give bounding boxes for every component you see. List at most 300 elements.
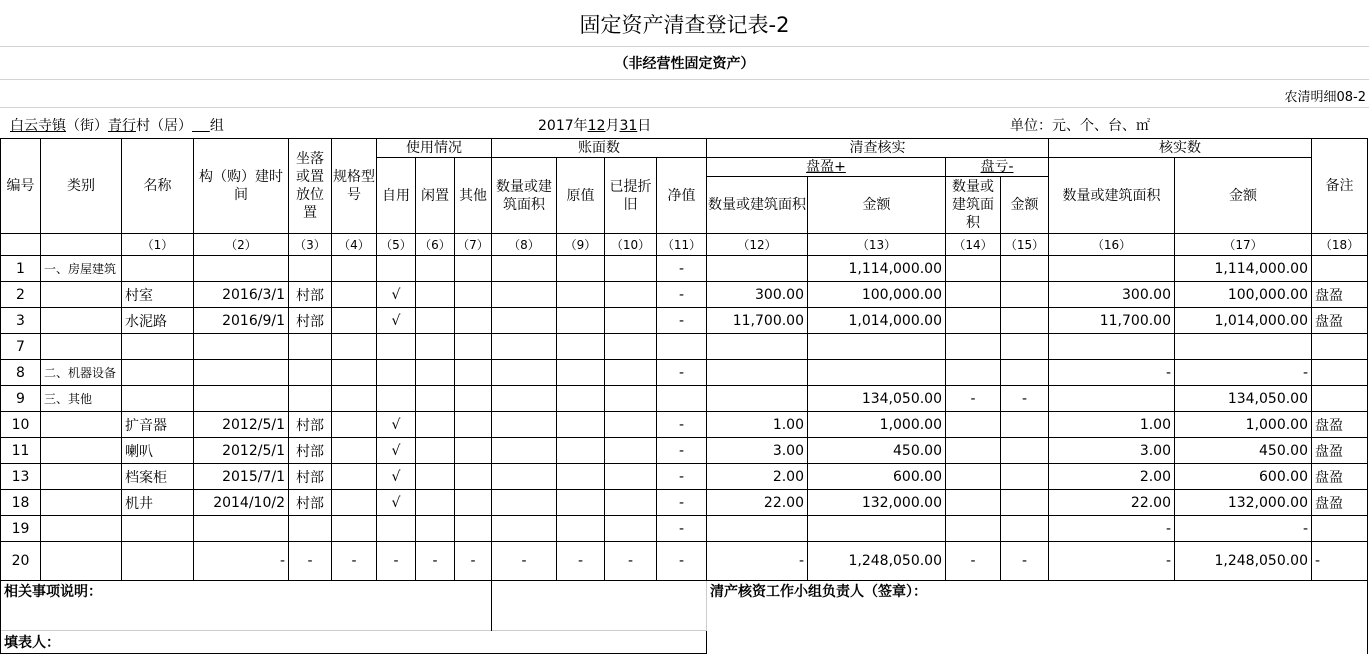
row-remark-cell	[1312, 360, 1368, 386]
row-ver-qty-cell: -	[1049, 516, 1175, 542]
row-build-time-cell	[194, 334, 289, 360]
col-header-check: 清查核实	[707, 139, 1049, 158]
col-header-no: 编号	[1, 139, 41, 234]
row-net-cell: -	[657, 516, 707, 542]
column-number-cell: （7）	[455, 234, 492, 256]
surplus-label: 盘盈+	[806, 159, 846, 175]
row-spec-cell	[332, 308, 377, 334]
row-other-cell	[455, 256, 492, 282]
report-day: 31	[619, 118, 638, 134]
row-original-cell	[557, 490, 605, 516]
row-other-cell	[455, 464, 492, 490]
row-ver-qty-cell	[1049, 334, 1175, 360]
column-number-row	[1, 234, 1368, 256]
row-self-use-cell	[377, 360, 416, 386]
row-self-use-cell: √	[377, 308, 416, 334]
row-spec-cell	[332, 438, 377, 464]
row-book-qty-cell	[492, 412, 557, 438]
col-header-usage: 使用情况	[377, 139, 492, 158]
row-surplus-amt-cell	[808, 360, 946, 386]
table-row	[1, 256, 1368, 282]
row-self-use-cell: √	[377, 412, 416, 438]
column-number-cell: （8）	[492, 234, 557, 256]
row-net-cell	[657, 386, 707, 412]
row-net-cell: -	[657, 438, 707, 464]
col-header-book-qty: 数量或建筑面积	[492, 158, 557, 234]
row-name-cell: 水泥路	[122, 308, 194, 334]
filler-cell	[1, 631, 707, 654]
row-other-cell	[455, 282, 492, 308]
table-row	[1, 464, 1368, 490]
table-row	[1, 438, 1368, 464]
row-spec-cell	[332, 490, 377, 516]
row-location-cell	[289, 386, 332, 412]
row-book-qty-cell	[492, 490, 557, 516]
row-ver-amt-cell: 1,014,000.00	[1175, 308, 1312, 334]
row-net-cell: -	[657, 490, 707, 516]
row-depreciation-cell	[605, 256, 657, 282]
row-net-cell	[657, 334, 707, 360]
row-loss-qty-cell	[946, 490, 1001, 516]
row-name-cell: 村室	[122, 282, 194, 308]
row-remark-cell: 盘盈	[1312, 308, 1368, 334]
column-number-cell: （5）	[377, 234, 416, 256]
row-spec-cell: -	[332, 542, 377, 581]
column-number-cell: （9）	[557, 234, 605, 256]
col-header-surplus	[707, 158, 946, 177]
col-header-book: 账面数	[492, 139, 707, 158]
row-surplus-amt-cell: 1,000.00	[808, 412, 946, 438]
column-number-cell: （16）	[1049, 234, 1175, 256]
row-idle-cell	[416, 282, 455, 308]
row-build-time-cell	[194, 256, 289, 282]
row-build-time-cell: 2012/5/1	[194, 438, 289, 464]
row-book-qty-cell	[492, 360, 557, 386]
row-loss-qty-cell	[946, 360, 1001, 386]
row-loss-amt-cell	[1001, 438, 1049, 464]
row-name-cell	[122, 516, 194, 542]
row-loss-qty-cell	[946, 334, 1001, 360]
town-suffix: （街）	[66, 118, 108, 134]
unit-label: 单位：元、个、台、㎡	[1010, 118, 1150, 134]
row-location-cell	[289, 360, 332, 386]
row-build-time-cell: 2012/5/1	[194, 412, 289, 438]
row-ver-qty-cell	[1049, 386, 1175, 412]
row-build-time-cell	[194, 516, 289, 542]
row-category-cell	[41, 412, 122, 438]
column-number-cell: （17）	[1175, 234, 1312, 256]
row-remark-cell: 盘盈	[1312, 438, 1368, 464]
row-no-cell: 7	[1, 334, 41, 360]
form-code: 农清明细08-2	[1284, 90, 1366, 105]
row-other-cell	[455, 516, 492, 542]
col-header-other: 其他	[455, 158, 492, 234]
village-name: 青行	[108, 118, 136, 134]
row-depreciation-cell	[605, 386, 657, 412]
row-idle-cell	[416, 334, 455, 360]
row-category-cell	[41, 334, 122, 360]
notes-label: 相关事项说明：	[4, 584, 102, 600]
col-header-loss	[946, 158, 1049, 177]
day-suffix: 日	[637, 118, 652, 134]
row-surplus-qty-cell	[707, 516, 808, 542]
row-original-cell	[557, 516, 605, 542]
row-book-qty-cell	[492, 438, 557, 464]
column-number-cell	[41, 234, 122, 256]
row-depreciation-cell	[605, 516, 657, 542]
row-ver-qty-cell: 1.00	[1049, 412, 1175, 438]
row-original-cell	[557, 464, 605, 490]
row-name-cell: 扩音器	[122, 412, 194, 438]
row-net-cell: -	[657, 412, 707, 438]
row-category-cell: 二、机器设备	[41, 360, 122, 386]
row-category-cell	[41, 282, 122, 308]
row-book-qty-cell	[492, 308, 557, 334]
row-category-cell	[41, 542, 122, 581]
row-loss-amt-cell	[1001, 256, 1049, 282]
year-suffix: 年	[573, 118, 588, 134]
row-location-cell: 村部	[289, 490, 332, 516]
row-loss-amt-cell	[1001, 490, 1049, 516]
row-depreciation-cell	[605, 464, 657, 490]
row-loss-amt-cell	[1001, 360, 1049, 386]
row-surplus-amt-cell: 132,000.00	[808, 490, 946, 516]
row-net-cell: -	[657, 308, 707, 334]
row-ver-qty-cell: 3.00	[1049, 438, 1175, 464]
row-ver-amt-cell: 600.00	[1175, 464, 1312, 490]
col-header-surplus-qty: 数量或建筑面积	[707, 177, 808, 234]
column-number-cell: （12）	[707, 234, 808, 256]
row-location-cell	[289, 334, 332, 360]
row-idle-cell	[416, 490, 455, 516]
row-surplus-amt-cell: 100,000.00	[808, 282, 946, 308]
row-loss-qty-cell	[946, 412, 1001, 438]
page-subtitle: （非经营性固定资产）	[0, 47, 1369, 80]
row-build-time-cell: -	[194, 542, 289, 581]
column-number-cell: （6）	[416, 234, 455, 256]
row-no-cell: 11	[1, 438, 41, 464]
row-name-cell: 喇叭	[122, 438, 194, 464]
table-row	[1, 386, 1368, 412]
col-header-spec: 规格型号	[332, 139, 377, 234]
row-surplus-qty-cell	[707, 334, 808, 360]
row-name-cell	[122, 542, 194, 581]
table-row	[1, 412, 1368, 438]
row-depreciation-cell	[605, 438, 657, 464]
row-loss-qty-cell	[946, 516, 1001, 542]
report-month: 12	[587, 118, 606, 134]
col-header-category: 类别	[41, 139, 122, 234]
row-remark-cell: 盘盈	[1312, 282, 1368, 308]
col-header-remark: 备注	[1312, 139, 1368, 234]
row-name-cell: 档案柜	[122, 464, 194, 490]
col-header-idle: 闲置	[416, 158, 455, 234]
row-build-time-cell: 2016/3/1	[194, 282, 289, 308]
row-ver-amt-cell: -	[1175, 516, 1312, 542]
row-surplus-qty-cell	[707, 256, 808, 282]
row-original-cell	[557, 308, 605, 334]
col-header-build-time: 构（购）建时间	[194, 139, 289, 234]
row-location-cell: -	[289, 542, 332, 581]
row-self-use-cell: √	[377, 438, 416, 464]
row-name-cell	[122, 334, 194, 360]
row-ver-qty-cell: 300.00	[1049, 282, 1175, 308]
column-number-cell: （10）	[605, 234, 657, 256]
column-number-cell: （18）	[1312, 234, 1368, 256]
row-category-cell	[41, 438, 122, 464]
column-number-cell: （15）	[1001, 234, 1049, 256]
table-row	[1, 308, 1368, 334]
row-loss-qty-cell	[946, 464, 1001, 490]
row-remark-cell: -	[1312, 542, 1368, 581]
report-date	[538, 115, 651, 135]
row-net-cell: -	[657, 282, 707, 308]
row-remark-cell: 盘盈	[1312, 490, 1368, 516]
row-idle-cell	[416, 412, 455, 438]
row-depreciation-cell	[605, 282, 657, 308]
col-header-self-use: 自用	[377, 158, 416, 234]
row-original-cell	[557, 438, 605, 464]
row-depreciation-cell	[605, 334, 657, 360]
column-number-cell: （1）	[122, 234, 194, 256]
row-original-cell	[557, 282, 605, 308]
row-ver-qty-cell: -	[1049, 542, 1175, 581]
col-header-depreciation: 已提折旧	[605, 158, 657, 234]
row-self-use-cell: √	[377, 282, 416, 308]
col-header-ver-qty: 数量或建筑面积	[1049, 158, 1175, 234]
signer-cell-cont	[707, 631, 1368, 654]
row-self-use-cell: √	[377, 464, 416, 490]
column-number-cell: （4）	[332, 234, 377, 256]
row-idle-cell	[416, 516, 455, 542]
col-header-surplus-amt: 金额	[808, 177, 946, 234]
row-remark-cell	[1312, 256, 1368, 282]
row-book-qty-cell	[492, 386, 557, 412]
row-depreciation-cell	[605, 490, 657, 516]
row-no-cell: 2	[1, 282, 41, 308]
row-spec-cell	[332, 386, 377, 412]
row-surplus-amt-cell: 1,014,000.00	[808, 308, 946, 334]
row-self-use-cell: √	[377, 490, 416, 516]
row-original-cell	[557, 334, 605, 360]
row-category-cell: 一、房屋建筑	[41, 256, 122, 282]
row-location-cell: 村部	[289, 308, 332, 334]
row-surplus-qty-cell: -	[707, 542, 808, 581]
row-other-cell	[455, 334, 492, 360]
row-name-cell	[122, 360, 194, 386]
row-ver-amt-cell: 100,000.00	[1175, 282, 1312, 308]
column-number-cell	[1, 234, 41, 256]
row-loss-qty-cell	[946, 438, 1001, 464]
row-book-qty-cell	[492, 334, 557, 360]
row-ver-qty-cell	[1049, 256, 1175, 282]
form-header-info	[0, 108, 1369, 138]
row-no-cell: 13	[1, 464, 41, 490]
col-header-original: 原值	[557, 158, 605, 234]
row-name-cell	[122, 386, 194, 412]
row-surplus-amt-cell: 134,050.00	[808, 386, 946, 412]
row-category-cell: 三、其他	[41, 386, 122, 412]
location-info	[10, 115, 224, 135]
row-loss-amt-cell	[1001, 516, 1049, 542]
loss-label: 盘亏-	[980, 159, 1014, 175]
row-name-cell	[122, 256, 194, 282]
row-book-qty-cell	[492, 256, 557, 282]
row-spec-cell	[332, 282, 377, 308]
row-ver-amt-cell: 132,000.00	[1175, 490, 1312, 516]
table-row	[1, 282, 1368, 308]
row-idle-cell: -	[416, 542, 455, 581]
row-build-time-cell: 2014/10/2	[194, 490, 289, 516]
row-ver-amt-cell: -	[1175, 360, 1312, 386]
group-blank	[192, 118, 210, 134]
table-row	[1, 542, 1368, 581]
row-category-cell	[41, 464, 122, 490]
row-self-use-cell	[377, 334, 416, 360]
row-loss-amt-cell	[1001, 464, 1049, 490]
row-ver-amt-cell: 450.00	[1175, 438, 1312, 464]
row-surplus-qty-cell: 11,700.00	[707, 308, 808, 334]
row-loss-amt-cell	[1001, 334, 1049, 360]
row-surplus-qty-cell: 3.00	[707, 438, 808, 464]
table-body	[1, 256, 1368, 581]
filler-label: 填表人：	[4, 635, 60, 651]
row-net-cell: -	[657, 464, 707, 490]
row-original-cell	[557, 360, 605, 386]
row-spec-cell	[332, 256, 377, 282]
row-location-cell	[289, 256, 332, 282]
row-book-qty-cell	[492, 282, 557, 308]
column-number-cell: （3）	[289, 234, 332, 256]
row-spec-cell	[332, 516, 377, 542]
row-idle-cell	[416, 386, 455, 412]
row-depreciation-cell	[605, 308, 657, 334]
row-idle-cell	[416, 360, 455, 386]
row-surplus-qty-cell: 300.00	[707, 282, 808, 308]
column-number-cell: （14）	[946, 234, 1001, 256]
col-header-loss-amt: 金额	[1001, 177, 1049, 234]
row-self-use-cell	[377, 386, 416, 412]
row-spec-cell	[332, 360, 377, 386]
row-surplus-qty-cell	[707, 360, 808, 386]
row-ver-amt-cell: 1,114,000.00	[1175, 256, 1312, 282]
row-idle-cell	[416, 308, 455, 334]
row-self-use-cell	[377, 516, 416, 542]
row-category-cell	[41, 516, 122, 542]
row-ver-amt-cell	[1175, 334, 1312, 360]
row-no-cell: 3	[1, 308, 41, 334]
row-name-cell: 机井	[122, 490, 194, 516]
row-book-qty-cell	[492, 464, 557, 490]
table-row	[1, 334, 1368, 360]
row-loss-amt-cell: -	[1001, 542, 1049, 581]
asset-table	[0, 138, 1368, 654]
row-no-cell: 19	[1, 516, 41, 542]
row-depreciation-cell	[605, 360, 657, 386]
row-no-cell: 20	[1, 542, 41, 581]
col-header-name: 名称	[122, 139, 194, 234]
row-book-qty-cell	[492, 516, 557, 542]
col-header-ver-amt: 金额	[1175, 158, 1312, 234]
row-loss-amt-cell	[1001, 282, 1049, 308]
row-loss-qty-cell	[946, 308, 1001, 334]
row-ver-amt-cell: 1,248,050.00	[1175, 542, 1312, 581]
notes-blank-cell	[492, 581, 707, 631]
row-location-cell: 村部	[289, 464, 332, 490]
signer-label: 清产核资工作小组负责人（签章）：	[710, 584, 927, 600]
row-depreciation-cell: -	[605, 542, 657, 581]
col-header-loss-qty: 数量或建筑面积	[946, 177, 1001, 234]
row-build-time-cell	[194, 386, 289, 412]
row-ver-qty-cell: 2.00	[1049, 464, 1175, 490]
column-number-cell: （2）	[194, 234, 289, 256]
table-row	[1, 490, 1368, 516]
row-build-time-cell: 2016/9/1	[194, 308, 289, 334]
row-ver-qty-cell: 22.00	[1049, 490, 1175, 516]
row-spec-cell	[332, 334, 377, 360]
row-loss-qty-cell	[946, 256, 1001, 282]
row-location-cell: 村部	[289, 438, 332, 464]
row-build-time-cell	[194, 360, 289, 386]
row-build-time-cell: 2015/7/1	[194, 464, 289, 490]
month-suffix: 月	[605, 118, 620, 134]
row-category-cell	[41, 308, 122, 334]
row-loss-qty-cell	[946, 282, 1001, 308]
row-loss-amt-cell	[1001, 412, 1049, 438]
col-header-verified: 核实数	[1049, 139, 1312, 158]
column-number-cell: （13）	[808, 234, 946, 256]
row-surplus-qty-cell	[707, 386, 808, 412]
row-other-cell	[455, 308, 492, 334]
row-loss-amt-cell	[1001, 308, 1049, 334]
row-surplus-amt-cell: 1,114,000.00	[808, 256, 946, 282]
row-surplus-qty-cell: 2.00	[707, 464, 808, 490]
row-net-cell: -	[657, 542, 707, 581]
row-other-cell	[455, 490, 492, 516]
table-row	[1, 360, 1368, 386]
row-remark-cell	[1312, 334, 1368, 360]
signer-cell	[707, 581, 1368, 631]
row-location-cell: 村部	[289, 282, 332, 308]
row-net-cell: -	[657, 360, 707, 386]
col-header-location: 坐落或置放位置	[289, 139, 332, 234]
row-idle-cell	[416, 438, 455, 464]
village-suffix: 村（居）	[136, 118, 192, 134]
row-location-cell: 村部	[289, 412, 332, 438]
row-self-use-cell	[377, 256, 416, 282]
row-surplus-amt-cell: 450.00	[808, 438, 946, 464]
row-category-cell	[41, 490, 122, 516]
col-header-net: 净值	[657, 158, 707, 234]
row-original-cell	[557, 386, 605, 412]
row-original-cell	[557, 256, 605, 282]
row-self-use-cell: -	[377, 542, 416, 581]
row-other-cell	[455, 438, 492, 464]
row-original-cell: -	[557, 542, 605, 581]
row-no-cell: 10	[1, 412, 41, 438]
row-no-cell: 18	[1, 490, 41, 516]
row-depreciation-cell	[605, 412, 657, 438]
row-idle-cell	[416, 464, 455, 490]
form-code-row	[0, 80, 1369, 108]
row-other-cell	[455, 412, 492, 438]
row-surplus-amt-cell	[808, 334, 946, 360]
row-remark-cell	[1312, 516, 1368, 542]
notes-cell	[1, 581, 492, 631]
row-surplus-qty-cell: 1.00	[707, 412, 808, 438]
page-title: 固定资产清查登记表-2	[0, 0, 1369, 47]
row-loss-qty-cell: -	[946, 542, 1001, 581]
